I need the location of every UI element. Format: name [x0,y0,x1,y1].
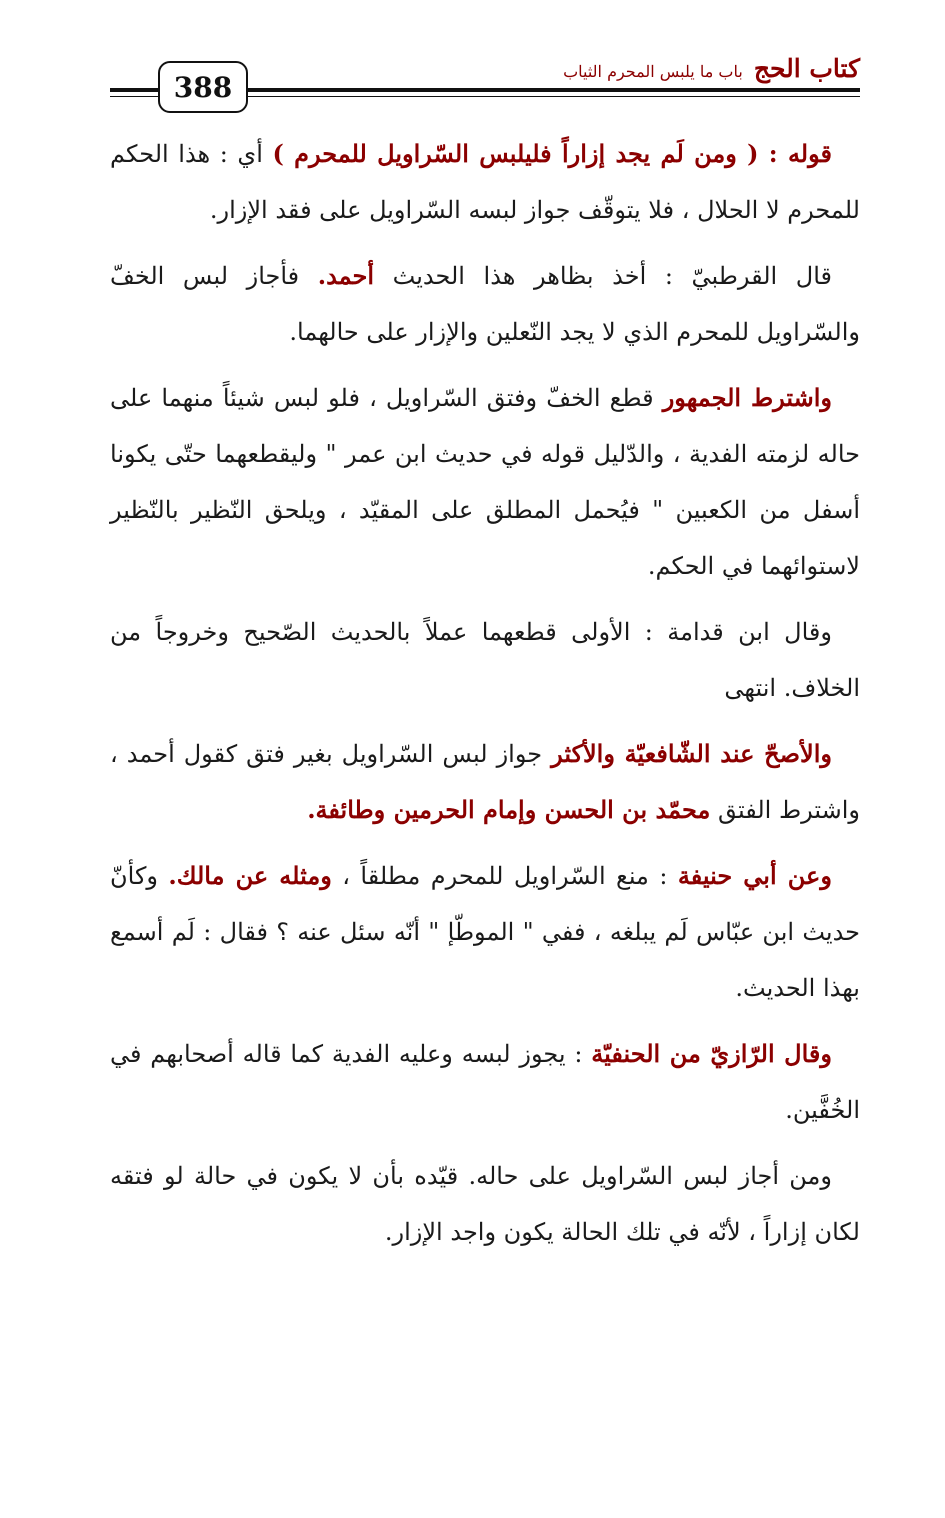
paragraph [110,1148,860,1260]
paragraph [110,726,860,838]
paragraph [110,848,860,1016]
paragraph-indent [832,740,860,768]
body-text: أي : هذا الحكم للمحرم لا الحلال ، فلا يتوقّف جواز لبسه السّراويل على فقد الإزار. [110,140,860,224]
body-text: ومن أجاز لبس السّراويل على حاله. قيّده بأن لا يكون في حالة لو فتقه لكان إزاراً ، لأنّه في تلك الحالة يكون واجد الإزار. [110,1162,860,1246]
paragraph-indent [832,1162,860,1190]
body-text: قال القرطبيّ : أخذ بظاهر هذا الحديث [374,262,832,290]
body-text: فأجاز لبس الخفّ والسّراويل للمحرم الذي لا يجد النّعلين والإزار على حالهما. [110,262,860,346]
highlighted-text: والأصحّ عند الشّافعيّة والأكثر [551,739,832,768]
running-title [563,54,860,83]
highlighted-text: قوله : ( ومن لَم يجد إزاراً فليلبس السّراويل للمحرم ) [272,139,832,168]
highlighted-text: واشترط الجمهور [662,383,832,412]
body-text: قطع الخفّ وفتق السّراويل ، فلو لبس شيئاً منهما على حاله لزمته الفدية ، والدّليل قوله في حديث ابن عمر " وليقطعهما حتّى يكونا أسفل من الكعبين " فيُحمل المطلق على المقيّد ، ويلحق النّظير بالنّظير لاستوائهما في الحكم. [110,384,860,580]
paragraph [110,248,860,360]
page-number: 388 [158,61,248,113]
paragraph [110,1026,860,1138]
body-text: جواز لبس السّراويل بغير فتق كقول أحمد ، واشترط الفتق [110,740,860,824]
paragraph-indent [832,262,860,290]
chapter-title: باب ما يلبس المحرم الثياب [563,62,743,81]
body-text: وكأنّ حديث ابن عبّاس لَم يبلغه ، ففي " الموطّإ " أنّه سئل عنه ؟ فقال : لَم أسمع بهذا الحديث. [110,862,861,1002]
paragraph [110,370,860,594]
paragraph-indent [832,140,860,168]
paragraph-indent [832,1040,860,1068]
body-text: : يجوز لبسه وعليه الفدية كما قاله أصحابهم في الخُفَّين. [110,1040,860,1124]
body-text: وقال ابن قدامة : الأولى قطعهما عملاً بالحديث الصّحيح وخروجاً من الخلاف. انتهى [110,618,860,702]
page-body [110,126,860,1270]
page-header [110,48,860,108]
paragraph [110,126,860,238]
paragraph-indent [832,618,860,646]
highlighted-text: وعن أبي حنيفة [677,861,832,890]
paragraph-indent [832,384,860,412]
highlighted-text: أحمد. [317,261,375,290]
book-title: كتاب الحج [753,54,860,83]
body-text: : منع السّراويل للمحرم مطلقاً ، [331,862,678,890]
highlighted-text: ومثله عن مالك. [168,861,332,890]
highlighted-text: وقال الرّازيّ من الحنفيّة [591,1039,832,1068]
highlighted-text: محمّد بن الحسن وإمام الحرمين وطائفة. [307,795,711,824]
paragraph [110,604,860,716]
paragraph-indent [832,862,860,890]
